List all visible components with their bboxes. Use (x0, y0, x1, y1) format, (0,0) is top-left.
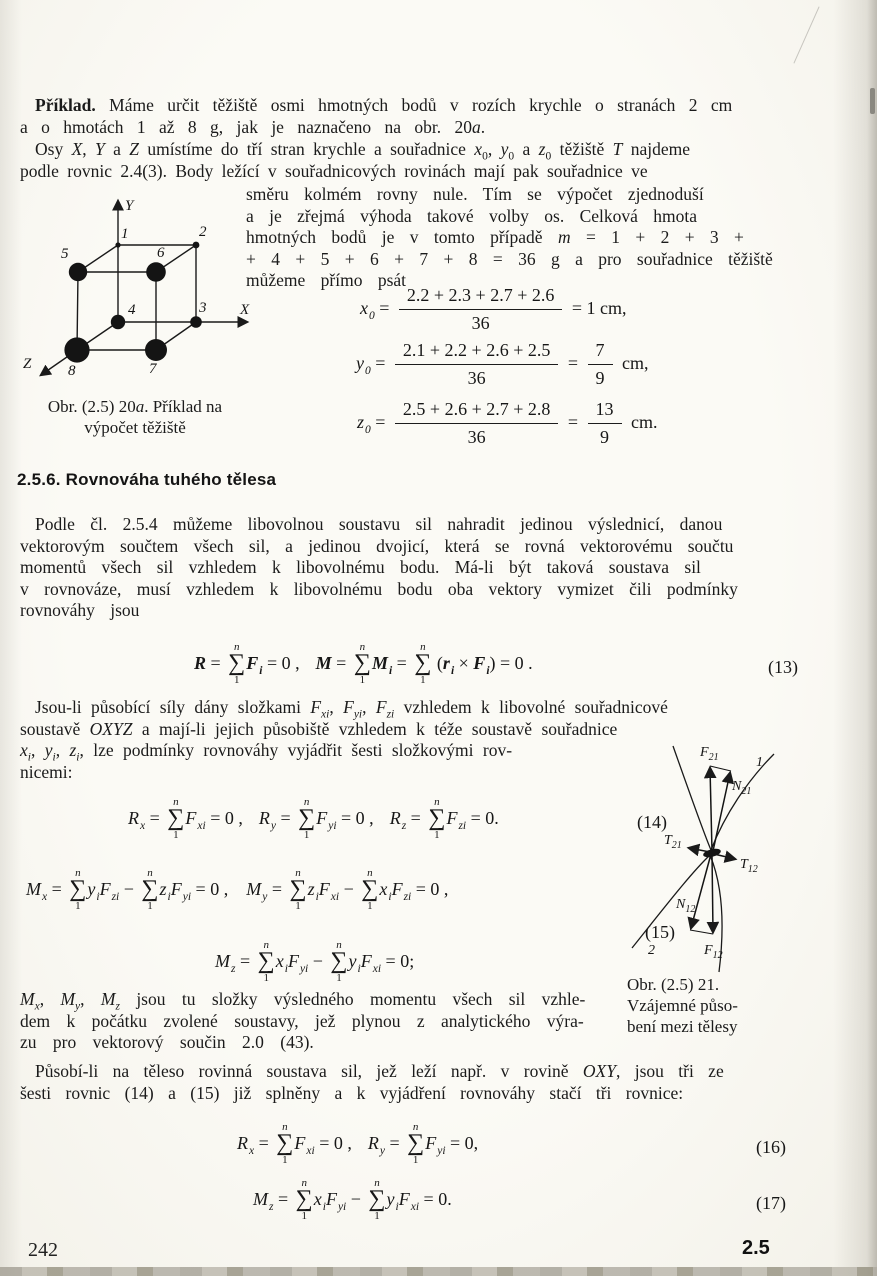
body-curves (632, 746, 774, 972)
force-n12-label: $N_{12}$ (676, 897, 696, 915)
page-number: 242 (28, 1239, 58, 1261)
figure-contact-forces (628, 742, 803, 974)
paragraph-planar-system: Působí-li na těleso rovinná soustava sil, jež leží např. v rovině OXY, jsou tři ze šesti rovnic (14) a (15) již splněny a k vyjádření rovnováhy stačí tři rovnice: (20, 1061, 724, 1103)
footer-section-number: 2.5 (742, 1237, 770, 1259)
paragraph-force-components: Jsou-li působící síly dány složkami $F_{xi}$, $F_{yi}$, $F_{zi}$ vzhledem k libovolné souřadnicové soustavě OXYZ a mají-li jejich působiště vzhledem k téže soustavě souřadnice $x_i$, $y_i$, $z_i$, lze podmínky rovnováhy vyjádřit šesti složkovými rov- nicemi: (20, 697, 668, 782)
vertex-label-3: 3 (199, 300, 207, 316)
equation-14-number: (14) (637, 812, 667, 832)
scan-edge-band (0, 1267, 877, 1276)
equation-z0: $z_0$ = $\frac{2.5 + 2.6 + 2.7 + 2.8}{36}$ = $\frac{13}{9}$ cm. (357, 399, 658, 447)
equation-14: $R_x$ = n ∑ 1 $F_{xi}$ = 0 , $R_y$ = n ∑ 1 $F_{yi}$ = 0 , $R_z$ = n ∑ 1 $F_{zi}$ = 0. (128, 796, 499, 841)
force-vectors (689, 766, 735, 934)
equation-16: $R_x$ = n ∑ 1 $F_{xi}$ = 0 , $R_y$ = n ∑ 1 $F_{yi}$ = 0, (237, 1121, 479, 1166)
scan-scratch-mark (793, 6, 819, 63)
paragraph-axes-setup: Osy X, Y a Z umístíme do tří stran krychle a souřadnice $x_0$, $y_0$ a $z_0$ těžiště T najdeme podle rovnic 2.4(3). Body ležící v souřadnicových rovinách mají pak souřadnice ve (20, 139, 691, 181)
force-f21-arrow (710, 768, 712, 851)
x-axis-label: X (240, 302, 250, 318)
equation-17-number: (17) (756, 1193, 786, 1213)
paragraph-example-intro: Příklad. Máme určit těžiště osmi hmotných bodů v rozích krychle o stranách 2 cm a o hmotách 1 až 8 g, jak je naznačeno na obr. 20a. (20, 95, 733, 137)
figure20a-caption: Obr. (2.5) 20a. Příklad na výpočet těžiště (47, 397, 223, 437)
vertex-label-8: 8 (68, 363, 76, 379)
force-f21-label: $F_{21}$ (700, 745, 719, 763)
vertex-label-4: 4 (128, 302, 136, 318)
force-t21-arrow (689, 848, 710, 852)
figure-cube-mass-points (18, 185, 268, 387)
vertex-label-6: 6 (157, 245, 165, 261)
force-f12-label: $F_{12}$ (704, 943, 723, 961)
vertex-label-5: 5 (61, 246, 69, 262)
equation-15-row2: $M_z$ = n ∑ 1 $x_i$ $F_{yi}$ − n ∑ 1 $y_i$ $F_{xi}$ = 0; (215, 939, 415, 984)
body-1-label: 1 (756, 755, 763, 770)
equation-y0: $y_0$ = $\frac{2.1 + 2.2 + 2.6 + 2.5}{36}$ = $\frac{7}{9}$ cm, (356, 340, 649, 388)
equation-15-number: (15) (645, 922, 675, 942)
equation-16-number: (16) (756, 1137, 786, 1157)
paragraph-moment-components: $M_x$, $M_y$, $M_z$ jsou tu složky výsledného momentu všech sil vzhle- dem k počátku zvolené soustavy, jež plynou z analytického výra- zu pro vektorový součin 2.0 (43). (20, 989, 586, 1052)
figure21-caption: Obr. (2.5) 21. Vzájemné půso- bení mezi tělesy (627, 975, 738, 1036)
force-n21-arrow (713, 773, 730, 851)
force-f12-arrow (712, 854, 713, 932)
paragraph-resultant-couple: Podle čl. 2.5.4 můžeme libovolnou soustavu sil nahradit jedinou výslednicí, danou vektorovým součtem všech sil, a jedinou dvojicí, která se rovná vektorovému součtu momentů všech sil vzhledem k libovolnému bodu. Má-li být taková soustava sil v rovnováze, musí vzhledem k libovolnému bodu oba vektory vymizet čili podmínky rovnováhy jsou (20, 514, 738, 620)
equation-15-row1: $M_x$ = n ∑ 1 $y_i$ $F_{zi}$ − n ∑ 1 $z_i$ $F_{yi}$ = 0 , $M_y$ = n ∑ 1 $z_i$ $F_{xi}$ − n ∑ 1 $x_i$ $F_{zi}$ = 0 , (26, 867, 449, 912)
vertex-label-7: 7 (149, 361, 157, 377)
equation-x0: $x_0$ = $\frac{2.2 + 2.3 + 2.7 + 2.6}{36}$ = 1 cm, (360, 285, 627, 333)
section-heading: 2.5.6. Rovnováha tuhého tělesa (17, 470, 277, 489)
force-t12-label: $T_{12}$ (740, 857, 758, 875)
equation-13-number: (13) (768, 657, 798, 677)
y-axis-label: Y (125, 198, 134, 214)
z-axis-label: Z (23, 356, 32, 372)
vertex-label-2: 2 (199, 224, 207, 240)
body-2-label: 2 (648, 943, 655, 958)
vertex-label-1: 1 (121, 226, 129, 242)
equation-13: R = n ∑ 1 $F_i$ = 0 , M = n ∑ 1 $M_i$ = n ∑ 1 ( $r_i$ × $F_i$ ) = 0 . (194, 641, 533, 686)
vertex-labels (23, 198, 250, 379)
force-n21-label: $N_{21}$ (732, 779, 752, 797)
scan-edge-right (867, 0, 877, 1276)
paragraph-wrapped-column: směru kolmém rovny nule. Tím se výpočet zjednoduší a je zřejmá výhoda takové volby os. Celková hmota hmotných bodů je v tomto případě m = 1 + 2 + 3 + + 4 + 5 + 6 + 7 + 8 = 36 g a pro souřadnice těžiště můžeme přímo psát (246, 184, 773, 290)
equation-17: $M_z$ = n ∑ 1 $x_i$ $F_{yi}$ − n ∑ 1 $y_i$ $F_{xi}$ = 0. (253, 1177, 452, 1222)
force-t12-arrow (714, 854, 735, 859)
force-t21-label: $T_{21}$ (664, 833, 682, 851)
